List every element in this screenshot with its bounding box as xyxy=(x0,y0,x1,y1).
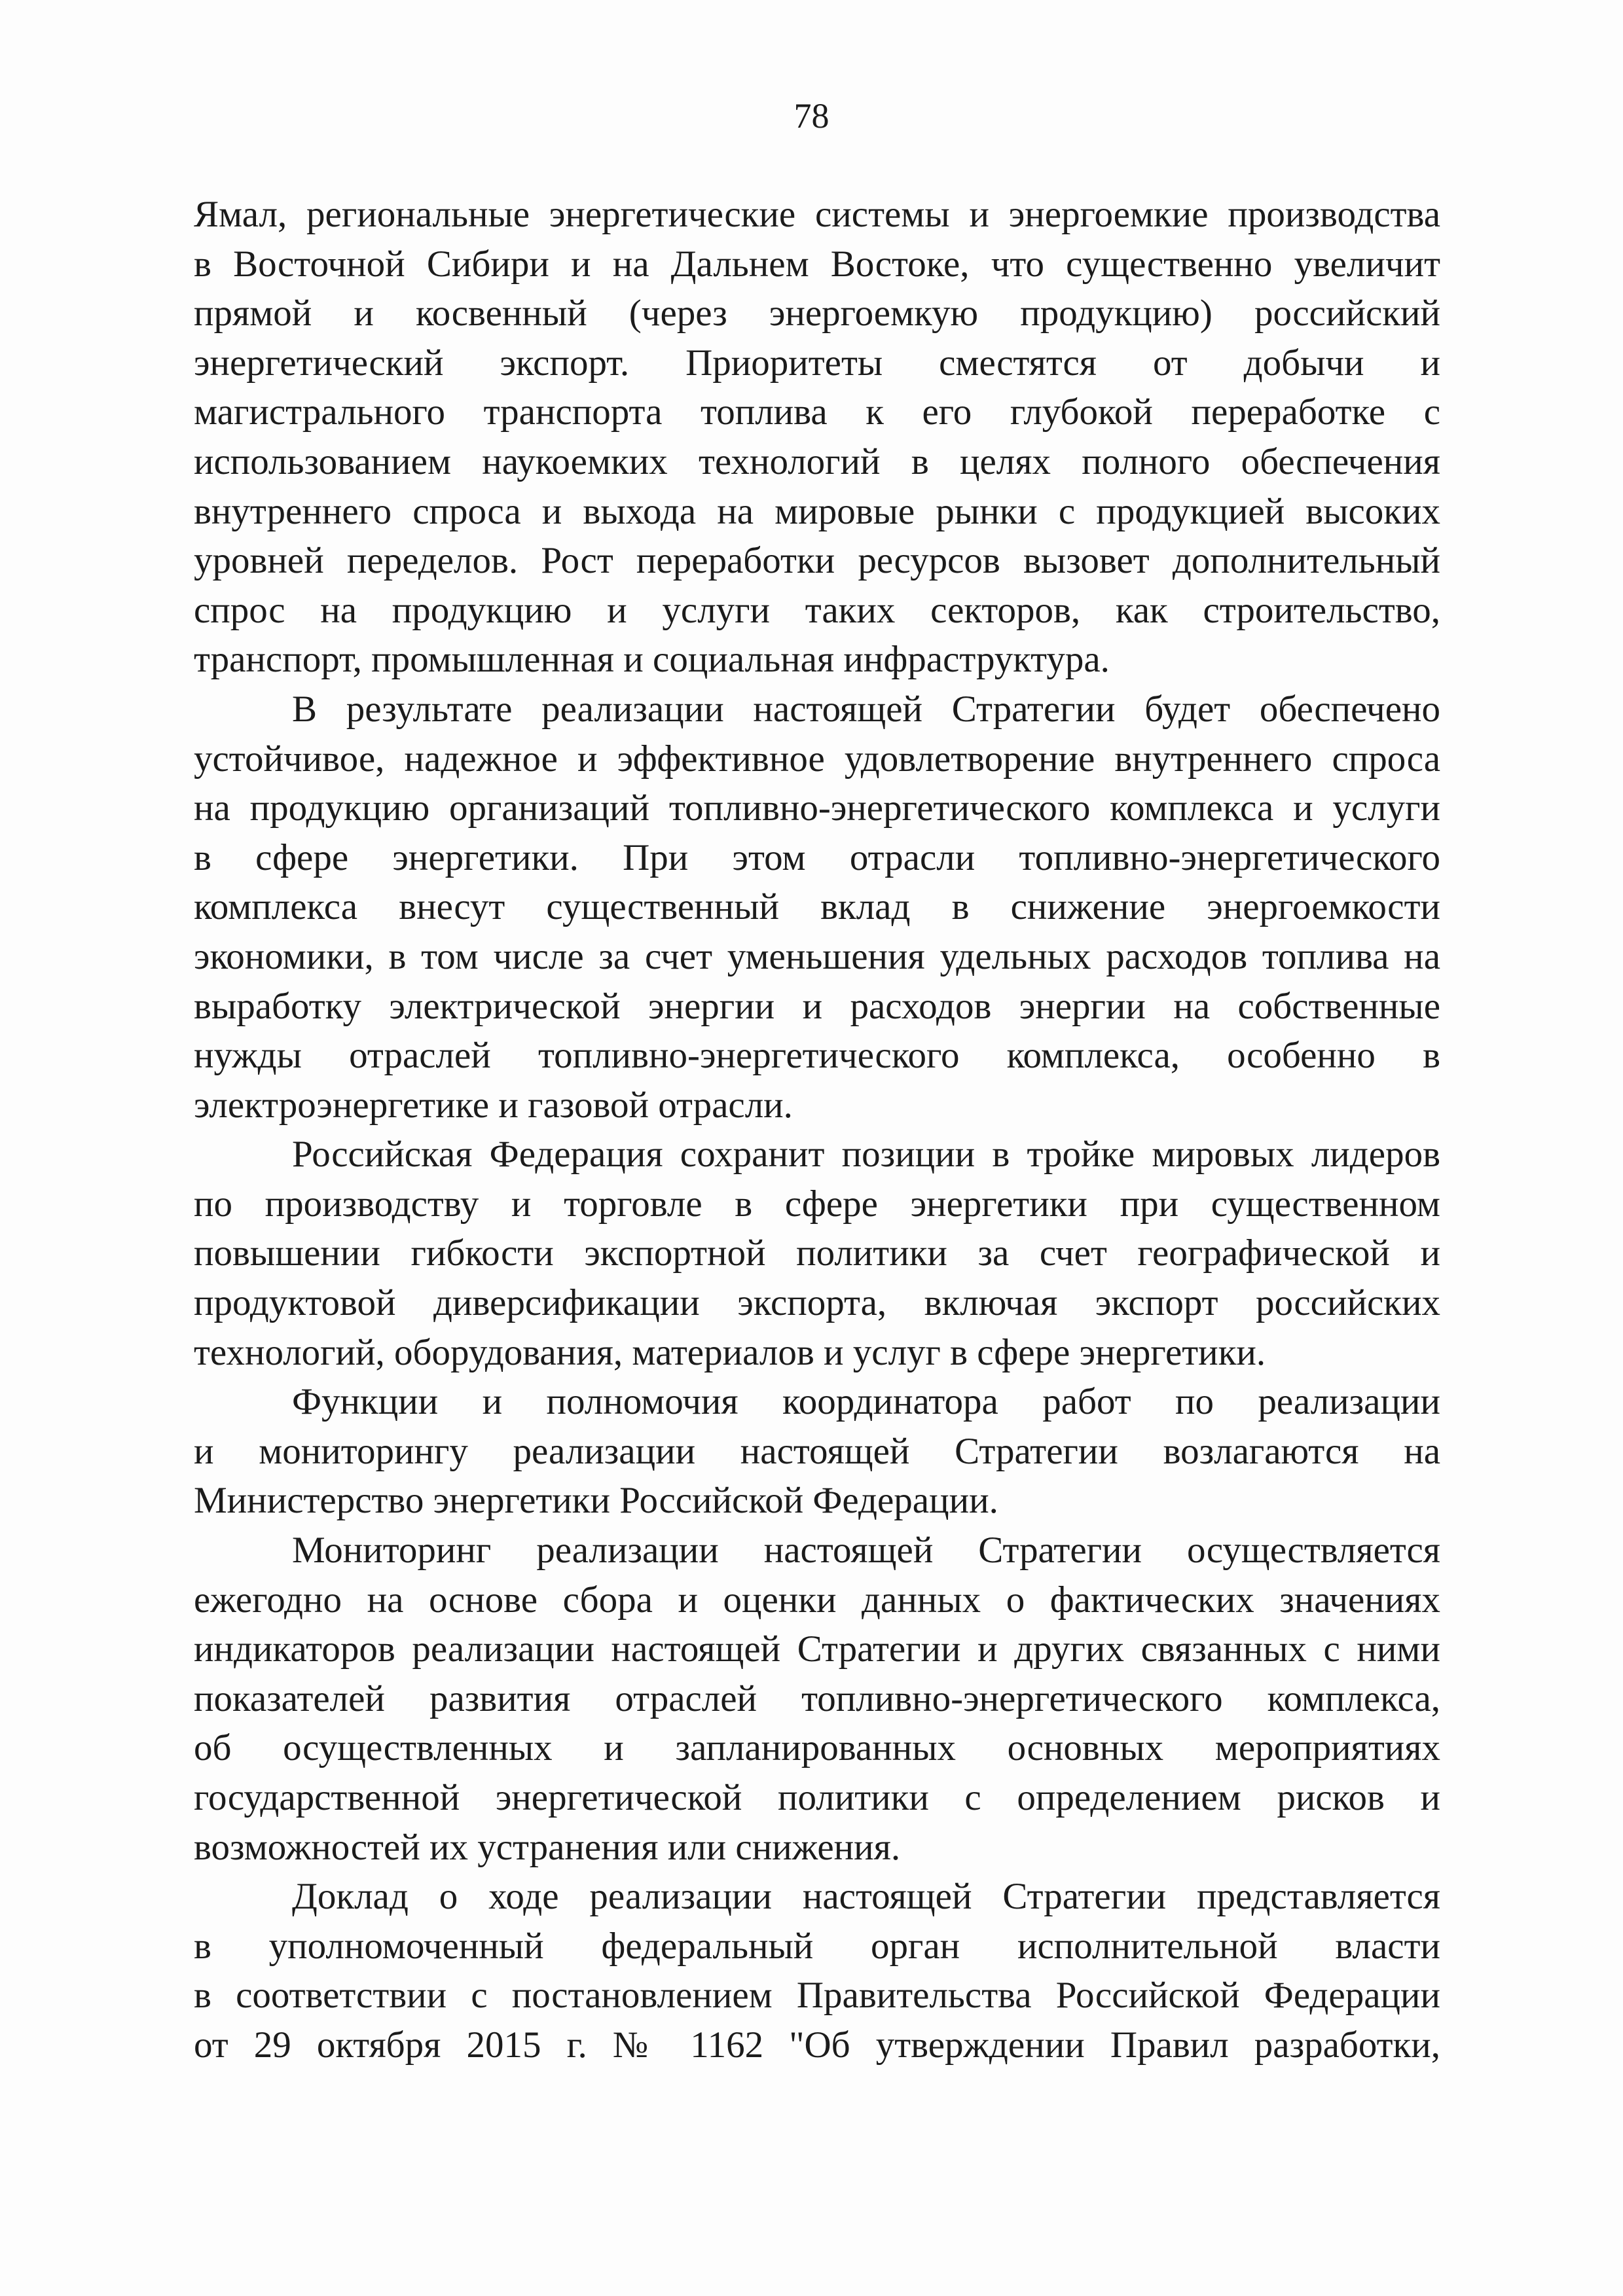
text-line: Мониторинг реализации настоящей Стратегии осуществляется xyxy=(292,1530,1440,1571)
text-line: Доклад о ходе реализации настоящей Стратегии представляется xyxy=(292,1876,1440,1918)
text-line: в Восточной Сибири и на Дальнем Востоке, что существенно увеличит xyxy=(194,243,1440,285)
text-line: по производству и торговле в сфере энергетики при существенном xyxy=(194,1183,1440,1225)
document-body xyxy=(194,190,1440,2070)
text-line: возможностей их устранения или снижения. xyxy=(194,1826,901,1868)
text-line: внутреннего спроса и выхода на мировые рынки с продукцией высоких xyxy=(194,490,1440,532)
text-line: Ямал, региональные энергетические системы и энергоемкие производства xyxy=(194,194,1440,235)
text-line: в соответствии с постановлением Правительства Российской Федерации xyxy=(194,1975,1440,2017)
page-number: 78 xyxy=(793,96,830,135)
text-line: индикаторов реализации настоящей Стратегии и других связанных с ними xyxy=(194,1628,1440,1670)
text-line: Российская Федерация сохранит позиции в тройке мировых лидеров xyxy=(292,1134,1440,1175)
text-line: электроэнергетике и газовой отрасли. xyxy=(194,1084,793,1126)
paragraph-4 xyxy=(194,1377,1440,1526)
text-line: комплекса внесут существенный вклад в снижение энергоемкости xyxy=(194,886,1440,928)
text-line: ежегодно на основе сбора и оценки данных о фактических значениях xyxy=(194,1579,1440,1621)
text-line: В результате реализации настоящей Стратегии будет обеспечено xyxy=(292,688,1440,730)
text-line: об осуществленных и запланированных основных мероприятиях xyxy=(194,1727,1440,1769)
text-line: повышении гибкости экспортной политики за счет географической и xyxy=(194,1232,1440,1274)
text-line: устойчивое, надежное и эффективное удовлетворение внутреннего спроса xyxy=(194,738,1440,780)
text-line: спрос на продукцию и услуги таких секторов, как строительство, xyxy=(194,589,1440,631)
text-line: в сфере энергетики. При этом отрасли топливно-энергетического xyxy=(194,836,1440,878)
text-line: экономики, в том числе за счет уменьшения удельных расходов топлива на xyxy=(194,935,1440,977)
paragraph-5 xyxy=(194,1526,1440,1872)
text-line: и мониторингу реализации настоящей Стратегии возлагаются на xyxy=(194,1430,1440,1472)
text-line: магистрального транспорта топлива к его глубокой переработке с xyxy=(194,391,1440,433)
text-line: энергетический экспорт. Приоритеты сместятся от добычи и xyxy=(194,342,1440,384)
text-line: Функции и полномочия координатора работ по реализации xyxy=(292,1381,1440,1423)
text-line: государственной энергетической политики с определением рисков и xyxy=(194,1777,1440,1818)
text-line: использованием наукоемких технологий в целях полного обеспечения xyxy=(194,440,1440,482)
text-line: прямой и косвенный (через энергоемкую продукцию) российский xyxy=(194,293,1440,334)
paragraph-2 xyxy=(194,685,1440,1130)
paragraph-3 xyxy=(194,1130,1440,1377)
text-line: выработку электрической энергии и расходов энергии на собственные xyxy=(194,985,1440,1027)
text-line: продуктовой диверсификации экспорта, включая экспорт российских xyxy=(194,1282,1440,1324)
text-line: показателей развития отраслей топливно-энергетического комплекса, xyxy=(194,1677,1440,1719)
text-line: нужды отраслей топливно-энергетического комплекса, особенно в xyxy=(194,1035,1440,1077)
text-line: Министерство энергетики Российской Федерации. xyxy=(194,1480,998,1522)
paragraph-6 xyxy=(194,1872,1440,2070)
text-line: технологий, оборудования, материалов и услуг в сфере энергетики. xyxy=(194,1331,1266,1373)
text-line: уровней переделов. Рост переработки ресурсов вызовет дополнительный xyxy=(194,540,1440,582)
paragraph-1 xyxy=(194,190,1440,685)
text-line: от 29 октября 2015 г. № 1162 "Об утверждении Правил разработки, xyxy=(194,2024,1440,2066)
text-line: транспорт, промышленная и социальная инфраструктура. xyxy=(194,639,1110,681)
text-line: на продукцию организаций топливно-энергетического комплекса и услуги xyxy=(194,787,1440,829)
text-line: в уполномоченный федеральный орган исполнительной власти xyxy=(194,1925,1440,1967)
